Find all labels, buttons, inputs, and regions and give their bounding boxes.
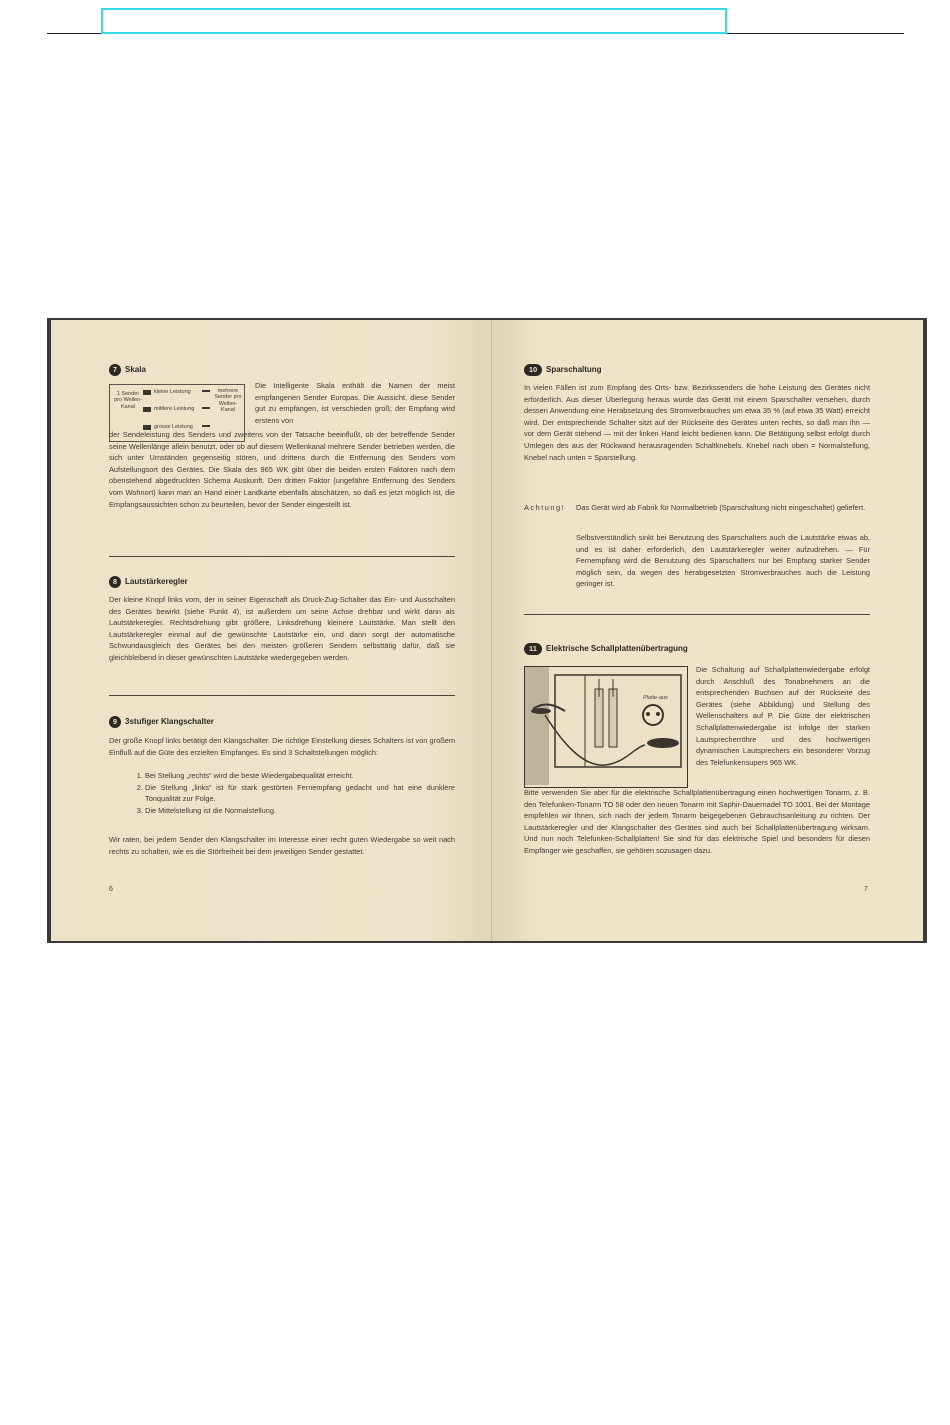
section-9-body: Der große Knopf links betätigt den Klangschalter. Die richtige Einstellung dieses Schalters ist von großem Einfluß auf die Güte des erzielten Empfanges. Es sind 3 Schaltstellungen möglich: — [109, 736, 455, 757]
list-item: 2. Die Stellung „links“ ist für stark gestörten Fernempfang gedacht und hat eine dunklere Tonqualität zur Folge. — [145, 782, 455, 805]
section-8-heading — [109, 576, 188, 588]
list-item: 1. Bei Stellung „rechts“ wird die beste Wiedergabequalität erreicht. — [145, 770, 455, 782]
section-9-heading — [109, 716, 214, 728]
section-11-heading — [524, 643, 688, 655]
legend-line-large — [202, 425, 210, 427]
section-10-title: Sparschaltung — [546, 365, 602, 375]
legend-left-label: 1 Sender pro Wellen-Kanal — [113, 391, 143, 410]
page-number-right: 7 — [864, 886, 868, 893]
legend-row-small: kleine Leistung — [154, 389, 191, 395]
wiring-diagram-icon — [525, 667, 685, 785]
section-7-heading — [109, 364, 146, 376]
section-11-title: Elektrische Schallplattenübertragung — [546, 644, 688, 654]
section-9-title: 3stufiger Klangschalter — [125, 717, 214, 727]
section-8-body: Der kleine Knopf links vorn, der in seiner Eigenschaft als Druck-Zug-Schalter das Ein- und Ausschalten des Gerätes bewirkt (siehe Punkt 4), ist außerdem um seine Achse drehbar und wirkt dann als Lautstärkeregler. Rechtsdrehung gibt größere, Linksdrehung kleinere Lautstärke. Man stellt den Lautstärkeregler einmal auf die gewünschte Lautstärke ein, und dann sorgt der automatische Schwundausgleich des Gerätes bei den meisten größeren Sendern selbsttätig dafür, daß sie gleichbleibend in dieser gewünschten Lautstärke wiedergegeben werden. — [109, 595, 455, 662]
section-8-number: 8 — [109, 576, 121, 588]
section-8-title: Lautstärkeregler — [125, 577, 188, 587]
legend-swatch-small — [143, 390, 151, 395]
section-10-number: 10 — [524, 364, 542, 376]
legend-line-small — [202, 390, 210, 392]
section-9-outro: Wir raten, bei jedem Sender den Klangschalter im Interesse einer recht guten Wiedergabe so weit nach rechts zu schalten, wie es die Störfreiheit bei dem jeweiligen Sender gestattet. — [109, 835, 455, 856]
section-10-body: In vielen Fällen ist zum Empfang des Orts- bzw. Bezirkssenders die hohe Leistung des Gerätes nicht erforderlich. Aus dieser Überlegung heraus wurde das Gerät mit einem Sparschalter versehen, durch dessen Anwendung eine Herabsetzung des Stromverbrauches um etwa 35 % (auf etwa 35 Watt) erreicht wird. Der entsprechende Schalter sitzt auf der Rückseite des Gerätes unten rechts, so daß man ihn — vor dem Gerät stehend — mit der linken Hand leicht bedienen kann. Die Betätigung selbst erfolgt durch Umlegen des aus der Rückwand herausragenden Schaltknebels. Knebel nach oben = Normalstellung, Knebel nach unten = Sparstellung. — [524, 383, 870, 462]
right-page — [492, 320, 923, 941]
legend-row-large: grosse Leistung — [154, 424, 193, 430]
record-player-illustration — [524, 666, 688, 788]
list-item: 3. Die Mittelstellung ist die Normalstellung. — [145, 805, 455, 817]
illustration-label: Platte-aus — [643, 695, 668, 701]
left-page — [51, 320, 492, 941]
legend-line-medium — [202, 407, 210, 409]
section-7-body: der Sendeleistung des Senders und zweitens von der Tatsache beeinflußt, ob der betreffende Sender seine Wellenlänge allein benutzt, oder ob auf diesem Wellenkanal mehrere Sender betrieben werden, die sich unter Umständen gegenseitig stören, und drittens durch die Entfernung des Senders vom Aufstellungsort des Gerätes. Die Skala des 965 WK gibt über die beiden ersten Faktoren nach dem obenstehend abgedruckten Schema Auskunft. Den dritten Faktor (ungefähre Entfernung des Senders vom Wohnort) kann man an Hand einer Landkarte ebenfalls abschätzen, so daß es jetzt möglich ist, die Empfangsaussichten schon zu beurteilen, bevor der Sender eingestellt ist. — [109, 430, 455, 509]
legend-swatch-medium — [143, 407, 151, 412]
section-7-number: 7 — [109, 364, 121, 376]
section-11-number: 11 — [524, 643, 542, 655]
section-divider — [109, 695, 455, 696]
section-divider — [109, 556, 455, 557]
section-7-intro: Die Intelligente Skala enthält die Namen der meist empfangenen Sender Europas. Die Aussicht, diese Sender gut zu empfangen, ist verschieden groß; der Empfang wird erstens von — [255, 381, 455, 425]
section-7-title: Skala — [125, 365, 146, 375]
note-text-2: Selbstverständlich sinkt bei Benutzung des Sparschalters auch die Lautstärke etwas ab, und es ist daher erforderlich, den Lautstärkeregler weiter aufzudrehen. — Für Fernempfang wird die Benutzung des Sparschalters nur bei Empfang starker Sender möglich sein, da wegen des herabgesetzten Stromverbrauches auch die Leistung geringer ist. — [576, 533, 870, 589]
section-9-list — [131, 770, 455, 816]
section-11-intro: Die Schaltung auf Schallplattenwiedergabe erfolgt durch Anschluß des Tonabnehmers an die entsprechenden Buchsen auf der Rückseite des Gerätes (siehe Abbildung) und Stellung des Wellenschalters auf P. Die Güte der elektrischen Schallplattenwiedergabe ist infolge der starken Lautsprecherröhre und des hochwertigen dynamischen Lautsprechers ein besonderer Vorzug des Telefunkensupers 965 WK. — [696, 665, 870, 767]
legend-row-medium: mittlere Leistung — [154, 406, 195, 412]
note-label: Achtung! — [524, 503, 566, 512]
section-9-number: 9 — [109, 716, 121, 728]
scanned-booklet-spread — [47, 318, 927, 943]
header-highlight-box — [101, 8, 727, 34]
legend-right-label: mehrere Sender pro Wellen-Kanal — [214, 388, 242, 414]
section-10-heading — [524, 364, 602, 376]
section-divider — [524, 614, 870, 615]
section-11-body: Bitte verwenden Sie aber für die elektrische Schallplattenübertragung einen hochwertigen Tonarm, z. B. den Telefunken-Tonarm TO 58 oder den neuen Tonarm mit Saphir-Dauernadel TO 1001. Bei der Montage empfehlen wir Ihnen, sich nach der jedem Tonarm beigegebenen Gebrauchsanleitung zu richten. Der Lautstärkeregler und der Klangschalter des Gerätes sind auch bei Schallplattenübertragung wirksam. Und nun noch Telefunken-Schallplatten! Sie sind für das elektrische Spiel und besonders für diesen Empfänger wie geschaffen, sie gehören sozusagen dazu. — [524, 788, 870, 855]
note-text: Das Gerät wird ab Fabrik für Normalbetrieb (Sparschaltung nicht eingeschaltet) geliefert. — [576, 503, 866, 512]
page-number-left: 6 — [109, 886, 113, 893]
